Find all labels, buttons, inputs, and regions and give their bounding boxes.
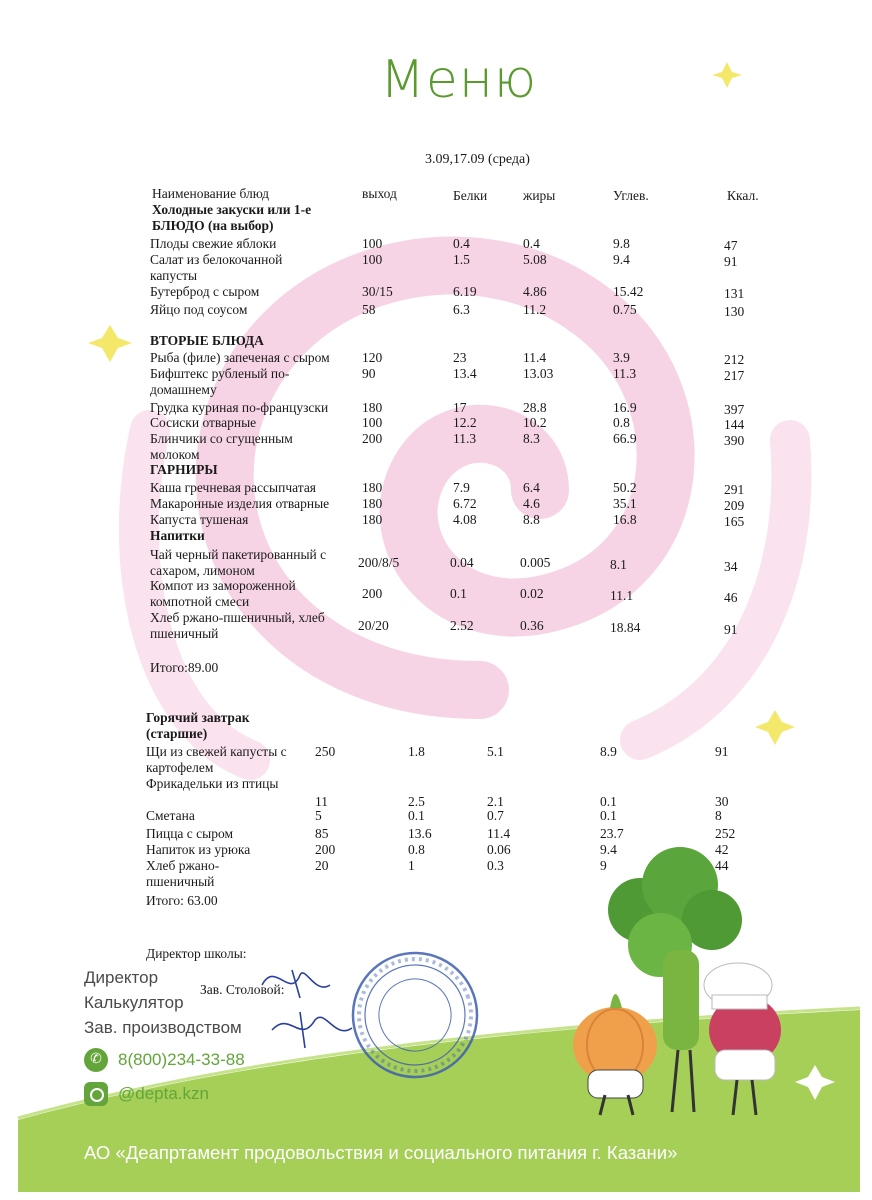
dish-kcal: 8: [715, 808, 722, 823]
dish-fat: 11.2: [523, 302, 547, 317]
dish-kcal: 212: [724, 352, 745, 367]
dish-carbs: 35.1: [613, 496, 637, 511]
dish-fat: 10.2: [523, 415, 547, 430]
dish-carbs: 0.1: [600, 808, 617, 823]
total-breakfast: Итого: 63.00: [146, 893, 218, 908]
dish-protein: 13.4: [453, 366, 477, 381]
dish-carbs: 0.1: [600, 794, 617, 809]
dish-name: Яйцо под соусом: [150, 302, 248, 317]
dish-protein: 13.6: [408, 826, 432, 841]
dish-output: 180: [362, 400, 383, 415]
dish-kcal: 131: [724, 286, 745, 301]
dish-name: Каша гречневая рассыпчатая: [150, 480, 317, 495]
menu-date: 3.09,17.09 (среда): [425, 152, 530, 167]
dish-name: капусты: [150, 268, 198, 283]
director-signature-label: Директор школы:: [146, 946, 247, 961]
footer-role-calculator: Калькулятор: [84, 993, 184, 1012]
dish-carbs: 9: [600, 858, 607, 873]
dish-fat: 0.005: [520, 555, 551, 570]
col-header-fat: жиры: [523, 188, 556, 203]
dish-carbs: 50.2: [613, 480, 637, 495]
dish-protein: 6.3: [453, 302, 470, 317]
dish-name: молоком: [150, 447, 200, 462]
dish-fat: 11.4: [523, 350, 547, 365]
dish-fat: 0.06: [487, 842, 511, 857]
dish-carbs: 3.9: [613, 350, 630, 365]
dish-fat: 5.1: [487, 744, 504, 759]
dish-name: Салат из белокочанной: [150, 252, 283, 267]
dish-fat: 0.7: [487, 808, 504, 823]
dish-fat: 11.4: [487, 826, 511, 841]
dish-name: Хлеб ржано-: [146, 858, 220, 873]
dish-fat: 8.3: [523, 431, 540, 446]
dish-kcal: 42: [715, 842, 729, 857]
dish-name: Блинчики со сгущенным: [150, 431, 293, 446]
dish-output: 85: [315, 826, 329, 841]
dish-kcal: 217: [724, 368, 745, 383]
dish-protein: 0.04: [450, 555, 474, 570]
section-header: Напитки: [150, 528, 205, 543]
dish-output: 180: [362, 496, 383, 511]
col-header-name: Наименование блюд: [152, 186, 270, 201]
dish-fat: 0.02: [520, 586, 544, 601]
dish-output: 100: [362, 415, 383, 430]
dish-kcal: 252: [715, 826, 736, 841]
dish-output: 200: [362, 431, 383, 446]
dish-name: Макаронные изделия отварные: [150, 496, 330, 511]
dish-name: пшеничный: [146, 874, 215, 889]
dish-protein: 0.1: [450, 586, 467, 601]
dish-protein: 4.08: [453, 512, 477, 527]
dish-name: домашнему: [150, 382, 217, 397]
dish-name: Сметана: [146, 808, 195, 823]
dish-name: сахаром, лимоном: [150, 563, 255, 578]
dish-output: 180: [362, 512, 383, 527]
dish-output: 58: [362, 302, 376, 317]
canteen-signature-label: Зав. Столовой:: [200, 982, 285, 997]
section-header: ГАРНИРЫ: [150, 462, 218, 477]
dish-name: компотной смеси: [150, 594, 250, 609]
dish-name: Бутерброд с сыром: [150, 284, 260, 299]
dish-kcal: 165: [724, 514, 745, 529]
dish-protein: 23: [453, 350, 467, 365]
dish-fat: 4.6: [523, 496, 540, 511]
dish-name: Грудка куриная по-французски: [150, 400, 329, 415]
dish-name: Капуста тушеная: [150, 512, 249, 527]
dish-protein: 2.5: [408, 794, 425, 809]
dish-output: 11: [315, 794, 328, 809]
total-main: Итого:89.00: [150, 660, 219, 675]
dish-carbs: 9.4: [600, 842, 617, 857]
dish-name: Пицца с сыром: [146, 826, 234, 841]
dish-kcal: 91: [724, 622, 738, 637]
dish-fat: 28.8: [523, 400, 547, 415]
dish-protein: 12.2: [453, 415, 477, 430]
footer-instagram[interactable]: @depta.kzn: [118, 1084, 209, 1103]
dish-kcal: 46: [724, 590, 738, 605]
dish-output: 30/15: [362, 284, 393, 299]
dish-carbs: 16.9: [613, 400, 637, 415]
dish-output: 250: [315, 744, 336, 759]
section-header: Холодные закуски или 1-е: [152, 202, 312, 217]
footer-role-production: Зав. производством: [84, 1018, 242, 1037]
footer-role-director: Директор: [84, 968, 159, 987]
dish-output: 200: [362, 586, 383, 601]
section-header: БЛЮДО (на выбор): [152, 218, 274, 233]
dish-protein: 1: [408, 858, 415, 873]
dish-name: Сосиски отварные: [150, 415, 257, 430]
dish-protein: 2.52: [450, 618, 474, 633]
footer-phone[interactable]: 8(800)234-33-88: [118, 1050, 245, 1069]
dish-kcal: 291: [724, 482, 745, 497]
dish-kcal: 390: [724, 433, 745, 448]
dish-name: Хлеб ржано-пшеничный, хлеб: [150, 610, 325, 625]
dish-protein: 7.9: [453, 480, 470, 495]
dish-output: 200/8/5: [358, 555, 400, 570]
dish-fat: 0.4: [523, 236, 540, 251]
dish-output: 20/20: [358, 618, 389, 633]
dish-protein: 0.1: [408, 808, 425, 823]
dish-output: 120: [362, 350, 383, 365]
dish-protein: 11.3: [453, 431, 477, 446]
dish-protein: 17: [453, 400, 467, 415]
dish-kcal: 91: [715, 744, 729, 759]
dish-fat: 4.86: [523, 284, 547, 299]
footer-organization: АО «Деапртамент продовольствия и социального питания г. Казани»: [84, 1142, 678, 1163]
dish-fat: 5.08: [523, 252, 547, 267]
dish-kcal: 130: [724, 304, 745, 319]
dish-output: 90: [362, 366, 376, 381]
dish-protein: 6.19: [453, 284, 477, 299]
instagram-icon: [84, 1082, 108, 1106]
dish-protein: 0.8: [408, 842, 425, 857]
dish-carbs: 11.3: [613, 366, 637, 381]
dish-carbs: 0.75: [613, 302, 637, 317]
dish-name: Бифштекс рубленый по-: [150, 366, 290, 381]
dish-output: 20: [315, 858, 329, 873]
dish-output: 100: [362, 236, 383, 251]
vegetable-mascots-illustration: [573, 847, 781, 1115]
dish-protein: 6.72: [453, 496, 477, 511]
dish-protein: 0.4: [453, 236, 470, 251]
col-header-carbs: Углев.: [613, 188, 649, 203]
dish-output: 200: [315, 842, 336, 857]
dish-name: Щи из свежей капусты с: [146, 744, 287, 759]
dish-kcal: 91: [724, 254, 738, 269]
dish-name: Чай черный пакетированный с: [150, 547, 327, 562]
col-header-kcal: Ккал.: [727, 188, 759, 203]
dish-carbs: 66.9: [613, 431, 637, 446]
col-header-protein: Белки: [453, 188, 488, 203]
dish-fat: 13.03: [523, 366, 554, 381]
dish-name: Рыба (филе) запеченая с сыром: [150, 350, 330, 365]
section-subtitle-older: (старшие): [146, 726, 208, 741]
dish-kcal: 30: [715, 794, 729, 809]
dish-protein: 1.8: [408, 744, 425, 759]
dish-kcal: 397: [724, 402, 745, 417]
dish-carbs: 15.42: [613, 284, 644, 299]
dish-name: Компот из замороженной: [150, 578, 296, 593]
dish-carbs: 11.1: [610, 588, 634, 603]
section-title-hot-breakfast: Горячий завтрак: [146, 710, 250, 725]
signature-scribble: [272, 1012, 352, 1048]
col-header-output: выход: [362, 186, 397, 201]
dish-fat: 0.36: [520, 618, 544, 633]
dish-carbs: 8.1: [610, 557, 627, 572]
dish-output: 5: [315, 808, 322, 823]
dish-fat: 0.3: [487, 858, 504, 873]
dish-fat: 8.8: [523, 512, 540, 527]
dish-name: Напиток из урюка: [146, 842, 251, 857]
dish-carbs: 18.84: [610, 620, 641, 635]
dish-fat: 2.1: [487, 794, 504, 809]
dish-carbs: 0.8: [613, 415, 630, 430]
dish-name: пшеничный: [150, 626, 219, 641]
dish-carbs: 9.8: [613, 236, 630, 251]
dish-kcal: 144: [724, 417, 745, 432]
dish-name: Плоды свежие яблоки: [150, 236, 277, 251]
page-title: Меню: [380, 50, 538, 110]
dish-name: картофелем: [146, 760, 214, 775]
dish-kcal: 47: [724, 238, 738, 253]
dish-protein: 1.5: [453, 252, 470, 267]
dish-carbs: 16.8: [613, 512, 637, 527]
section-header: ВТОРЫЕ БЛЮДА: [150, 333, 264, 348]
dish-kcal: 209: [724, 498, 745, 513]
dish-output: 100: [362, 252, 383, 267]
dish-kcal: 44: [715, 858, 729, 873]
dish-carbs: 8.9: [600, 744, 617, 759]
dish-carbs: 23.7: [600, 826, 624, 841]
dish-output: 180: [362, 480, 383, 495]
dish-name: Фрикадельки из птицы: [146, 776, 279, 791]
dish-carbs: 9.4: [613, 252, 630, 267]
dish-kcal: 34: [724, 559, 738, 574]
dish-fat: 6.4: [523, 480, 540, 495]
phone-icon: ✆: [84, 1048, 108, 1072]
